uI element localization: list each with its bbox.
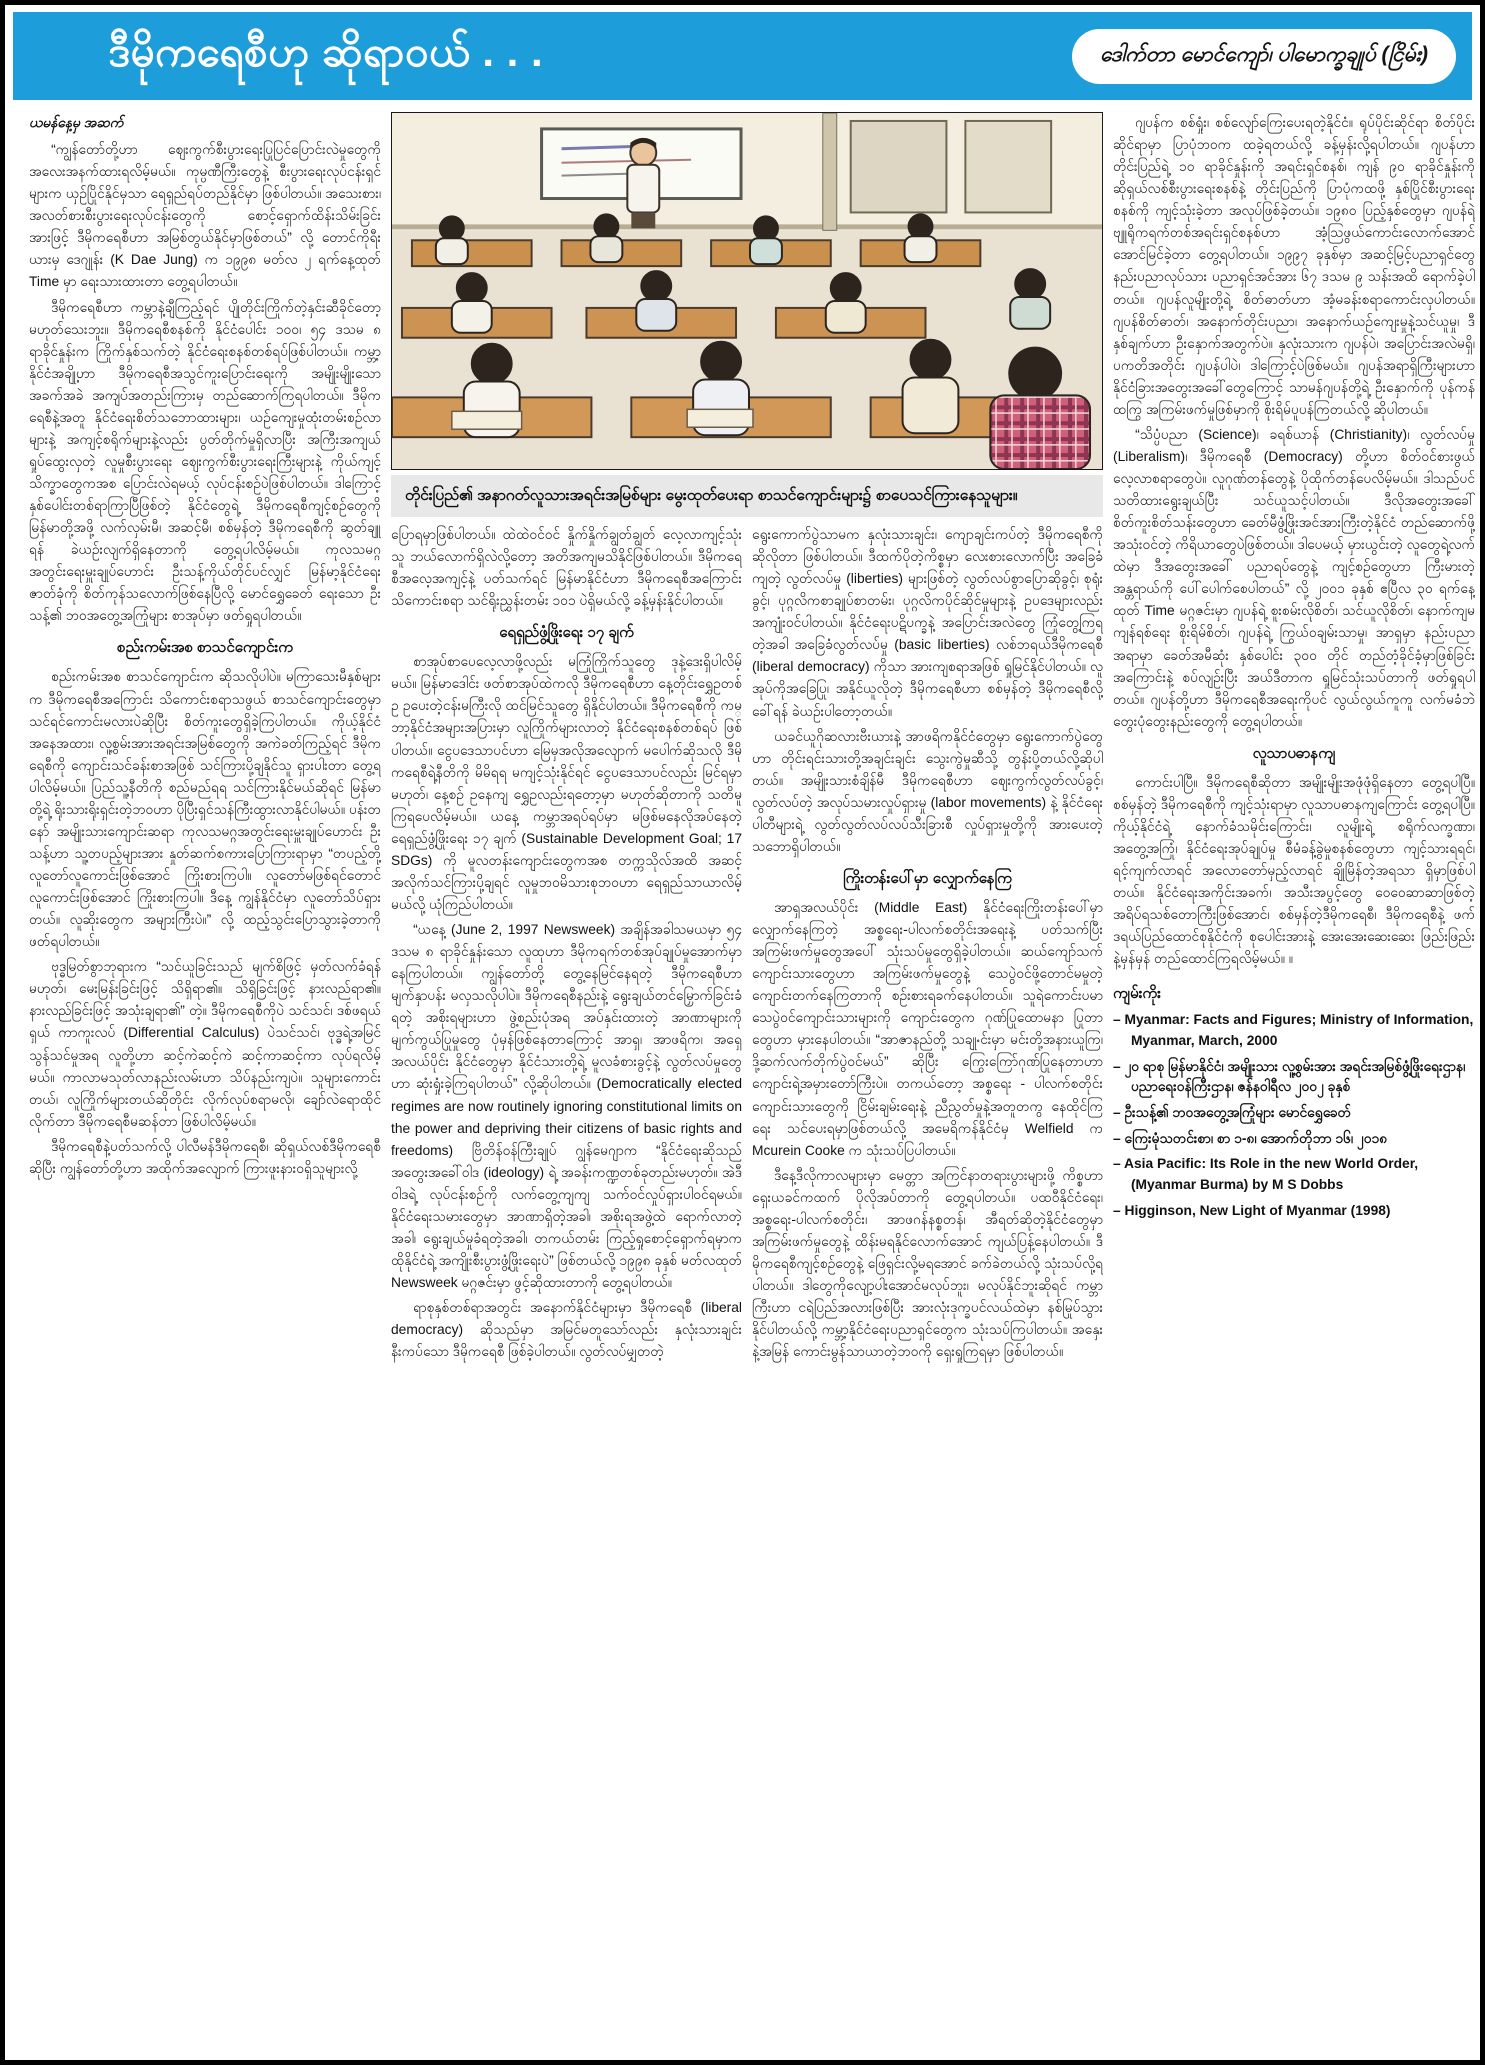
photo-caption: တိုင်းပြည်၏ အနာဂတ်လူသားအရင်းအမြစ်များ မွေးထုတ်ပေးရာ စာသင်ကျောင်းများ၌ စာပေသင်ကြားနေသူများ။ xyxy=(391,475,1103,517)
body-paragraph: ကောင်းပါပြီ။ ဒီမိုကရေစီဆိုတာ အမျိုးမျိုးအဖုံဖုံရှိနေတာ တွေ့ရပါပြီ။ စစ်မှန်တဲ့ ဒီမိုကရေစီကို ကျင့်သုံးရာမှာ လူသာပဓာနကျကြောင်း တွေ့ရပါပြီ။ ကိုယ့်နိုင်ငံရဲ့ နောက်ခံသမိုင်းကြောင်း၊ လူမျိုးရဲ့ စရိုက်လက္ခဏာ၊ အတွေ့အကြုံ၊ နိုင်ငံရေးအုပ်ချုပ်မှု စီမံခန့်ခွဲမှုစနစ်တွေဟာ ကျင့်သားရရင်၊ ရင့်ကျက်လာရင် အလောတော်မှည့်လာရင် ချိုမြိန်တဲ့အရသာ ရှိမှာဖြစ်ပါတယ်။ နိုင်ငံရေးအကိုင်းအခက်၊ အသီးအပွင့်တွေ ဝေဝေဆာဆာဖြစ်တဲ့ အရိပ်ရသစ်တောကြီးဖြစ်အောင်၊ စစ်မှန်တဲ့ဒီမိုကရေစီ၊ ဒီမိုကရေစီနဲ့ ဖက်ဒရယ်ပြည်ထောင်စုနိုင်ငံကို စုပေါင်းအားနဲ့ အေးအေးဆေးဆေး ဖြည်းဖြည်းနဲ့မှန်မှန် တည်ထောင်ကြရလိမ့်မယ်။ ။ xyxy=(1113,774,1475,967)
section-heading: ရေရှည်ဖွံ့ဖြိုးရေး ၁၇ ချက် xyxy=(499,624,634,642)
classroom-photo-illustration xyxy=(392,113,1102,469)
body-paragraph: ပြောရမှာဖြစ်ပါတယ်။ ထဲထဲဝင်ဝင် နှိုက်နှိုက်ချွတ်ချွတ် လေ့လာကျင့်သုံးသူ ဘယ်လောက်ရှိလဲလို့တော့ အတိအကျမသိနိုင်ဖြစ်ပါတယ်။ ဒီမိုကရေစီအလေ့အကျင့်နဲ့ ပတ်သက်ရင် မြန်မာနိုင်ငံဟာ ဒီမိုကရေစီအကြောင်း သိကောင်းစရာ သင်ရိုးညွှန်းတမ်း ၁၀၁ ပဲရှိမယ်လို့ ခန့်မှန်းနိုင်ပါတယ်။ xyxy=(391,527,742,609)
author-byline: ဒေါက်တာ မောင်ကျော်၊ ပါမောက္ခချုပ် (ငြိမ်း) xyxy=(1072,29,1456,84)
article-body xyxy=(5,104,1480,2037)
references-heading: ကျမ်းကိုး xyxy=(1113,985,1161,1003)
article-title: ဒီမိုကရေစီဟု ဆိုရာဝယ် . . . xyxy=(108,28,544,75)
center-columns xyxy=(391,524,1103,2023)
body-paragraph: “ကျွန်တော်တို့ဟာ ဈေးကွက်စီးပွားရေးပြုပြင်ပြောင်းလဲမှုတွေကို အလေးအနက်ထားရလိမ့်မယ်။ ကုမ္ပဏီကြီးတွေနဲ့ စီးပွားရေးလုပ်ငန်းရှင်များက ယှဉ်ပြိုင်နိုင်မှသာ ရေရှည်ရပ်တည်နိုင်မှာ ဖြစ်ပါတယ်။ အသေးစား၊ အလတ်စားစီးပွားရေးလုပ်ငန်းတွေကို စောင့်ရှောက်ထိန်းသိမ်းခြင်းအားဖြင့် ဒီမိုကရေစီဟာ အမြစ်တွယ်နိုင်မှာဖြစ်တယ်” လို့ တောင်ကိုရီးယားမှ ဒေဂျုန်း (K Dae Jung) က ၁၉၉၈ မတ်လ ၂ ရက်နေ့ထုတ် Time မှာ ရေးသားထားတာ တွေ့ရပါတယ်။ xyxy=(29,142,381,290)
body-paragraph: ဒီမိုကရေစီနဲ့ပတ်သက်လို့ ပါလီမန်ဒီမိုကရေစီ၊ ဆိုရှယ်လစ်ဒီမိုကရေစီဆိုပြီး ကျွန်တော်တို့ဟာ အထိုက်အလျောက် ကြားဖူးနားဝရှိသူများလို့ xyxy=(29,1138,381,1176)
text-column-4 xyxy=(1113,112,1475,2023)
section-heading: ကြိုးတန်းပေါ်မှာ လျှောက်နေကြ xyxy=(843,869,1012,887)
text-column-3 xyxy=(752,524,1103,2023)
reference-item: – ဦးသန့်၏ ဘဝအတွေ့အကြုံများ မောင်ရွှေခေတ် xyxy=(1113,1105,1351,1121)
classroom-photo xyxy=(391,112,1103,470)
body-paragraph: “ယနေ့ (June 2, 1997 Newsweek) အချိန်အခါသမယမှာ ၅၄ ဒသမ ၈ ရာခိုင်နှုန်းသော လူထုဟာ ဒီမိုကရက်တစ်အုပ်ချုပ်မှုအောက်မှာ နေကြပါတယ်။ ကျွန်တော်တို့ တွေ့နေမြင်နေရတဲ့ ဒီမိုကရေစီဟာ မျက်နှာပန်း မလှသလိုပါပဲ။ ဒီမိုကရေစီနည်းနဲ့ ရွေးချယ်တင်မြှောက်ခြင်းခံရတဲ့ အစိုးရများဟာ ဖွဲ့စည်းပုံအရ အပ်နှင်းထားတဲ့ အာဏာများကို မျက်ကွယ်ပြုမှုတွေ ပုံမှန်ဖြစ်နေတာကြောင့် အာရှ၊ အာဖရိက၊ အရှေ့အလယ်ပိုင်း နိုင်ငံတွေမှာ နိုင်ငံသားတို့ရဲ့ မူလခံစားခွင့်နဲ့ လွတ်လပ်မှုတွေဟာ ဆုံးရှုံးခဲ့ကြရပါတယ်” လို့ဆိုပါတယ်။ (Democratically elected regimes are now routinely ignoring constitutional limits on the power and depriving their citizens of basic rights and freedoms) ဗြိတိန်ဝန်ကြီးချုပ် ဂျွန်မေဂျာက “နိုင်ငံရေးဆိုသည် အတွေးအခေါ်ဝါဒ (ideology) ရဲ့ အခန်းကဏ္ဍတစ်ခုတည်းမဟုတ်။ အဲဒီဝါဒရဲ့ လုပ်ငန်းစဉ်ကို လက်တွေ့ကျကျ သက်ဝင်လှုပ်ရှားပါဝင်ရမယ်။ နိုင်ငံရေးသမားတွေမှာ အာဏာရှိတဲ့အခါ၊ အစိုးရအဖွဲ့ထဲ ရောက်လာတဲ့အခါ၊ ရွေးချယ်မှုခံရတဲ့အခါ၊ တကယ်တမ်း ကြည့်ရှုစောင့်ရှောက်ရမှာက ထိုနိုင်ငံရဲ့ အကျိုးစီးပွားဖွံ့ဖြိုးရေးပဲ” ဖြစ်တယ်လို့ ၁၉၉၈ ခုနှစ် မတ်လထုတ် Newsweek မဂ္ဂဇင်းမှာ ဖွင့်ဆိုထားတာကို တွေ့ရပါတယ်။ xyxy=(391,922,742,1291)
article-header xyxy=(13,12,1472,100)
body-paragraph: စာအုပ်စာပေလေ့လာဖို့လည်း မကြုံကြိုက်သူတွေ ဒုနဲ့ဒေးရှိပါလိမ့်မယ်။ မြန်မာဒေါင်း ဖတ်စာအုပ်ထဲကလို ဒီမိုကရေစီဟာ နေ့တိုင်းရွှေဥတစ်ဥ ဥပေးတဲ့ငန်းမကြီးလို ထင်မြင်သူတွေ ရှိနိုင်ပါတယ်။ ဒီမိုကရေစီကို ကမ္ဘာ့နိုင်ငံအများအပြားမှာ လူကြိုက်များလာတဲ့ နိုင်ငံရေးစနစ်တစ်ရပ် ဖြစ်ပါတယ်။ ငွေပဒေသာပင်ဟာ မြေမှအလိုအလျောက် မပေါက်ဆိုသလို ဒီမိုကရေစီရဲ့နီတိကို မိမိရရ မကျင့်သုံးနိုင်ရင် ငွေပဒေသာပင်လည်း မြင်ရမှာမဟုတ်၊ နေ့စဉ် ဥနေကျ ရွှေဥလည်းရတော့မှာ မဟုတ်ဆိုတာကို သတိမူကြရပေလိမ့်မယ်။ ယနေ့ ကမ္ဘာအရပ်ရပ်မှာ မဖြစ်မနေလိုအပ်နေတဲ့ ရေရှည်ဖွံ့ဖြိုးရေး ၁၇ ချက် (Sustainable Development Goal; 17 SDGs) ကို မူလတန်းကျောင်းတွေကအစ တက္ကသိုလ်အထိ အဆင့်အလိုက်သင်ကြားပို့ချရင် လူမှုဘဝမိသားစုဘဝဟာ ရေရှည်သာယာလိမ့်မယ်လို့ ယုံကြည်ပါတယ်။ xyxy=(391,654,742,912)
body-paragraph: ယခင်ယူဂိုဆလားဗီးယားနဲ့ အာဖရိကနိုင်ငံတွေမှာ ရွေးကောက်ပွဲတွေဟာ တိုင်းရင်းသားတို့အချင်းချင်း သွေးကွဲမှုဆီသို့ တွန်းပို့တယ်လို့ဆိုပါတယ်။ အမျိုးသားစံချိန်မီ ဒီမိုကရေစီဟာ ဈေးကွက်လွတ်လပ်ခွင့်၊ လွတ်လပ်တဲ့ အလုပ်သမားလှုပ်ရှားမှု (labor movements) နဲ့ နိုင်ငံရေးပါတီများရဲ့ လွတ်လွတ်လပ်လပ်သီးခြားစီ လှုပ်ရှားမှုတို့ကို အားပေးတဲ့သဘောရှိပါတယ်။ xyxy=(752,728,1103,854)
body-paragraph: ဗုဒ္ဓမြတ်စွာဘုရားက “သင်ယူခြင်းသည် မျက်စိဖြင့် မှတ်လက်ခံရန် မဟုတ်၊ မေးမြန်းခြင်းဖြင့် သိရှိရာ၏။ သိရှိခြင်းဖြင့် နားလည်ရာ၏။ နားလည်ခြင်းဖြင့် အသုံးချရာ၏” တဲ့။ ဒီမိုကရေစီကိုပဲ သင်သင်၊ ဒစ်ဖရယ်ရှယ် ကာကူးလပ် (Differential Calculus) ပဲသင်သင်၊ ဗုဒ္ဓရဲ့အမြင် သွန်သင်မှုအရ လူတို့ဟာ ဆင့်ကဲဆင့်ကဲ ဆင့်ကာဆင့်ကာ လုပ်ရလိမ့်မယ်။ ကာလာမသုတ်လာနည်းလမ်းဟာ သိပ်နည်းကျပဲ။ သူများကောင်းတယ်၊ လူကြိုက်များတယ်ဆိုတိုင်း လိုက်လုပ်စရာမလို၊ ချော်လဲရောထိုင်လိုက်တာ ဒီမိုကရေစီမဆန်တာ ဖြစ်ပါလိမ့်မယ်။ xyxy=(29,959,381,1129)
body-paragraph: အာရှအလယ်ပိုင်း (Middle East) နိုင်ငံရေးကြိုးတန်းပေါ်မှာ လျှောက်နေကြတဲ့ အစ္စရေး-ပါလက်စတိုင်းအရေးနဲ့ ပတ်သက်ပြီး အကြမ်းဖက်မှုတွေအပေါ် သုံးသပ်မှုတွေရှိခဲ့ပါတယ်။ ဆယ်ကျော်သက် ကျောင်းသားတွေဟာ အကြမ်းဖက်မှုတွေနဲ့ သေပွဲဝင်ဖို့တောင်မမှုတဲ့ ကျောင်းတက်နေကြတာကို စဉ်းစားရခက်နေပါတယ်။ သူရဲကောင်းပမာ သေပွဲဝင်ကျောင်းသားများကို ကျောင်းတွေက ဂုဏ်ပြုထောမနာ ပြုတာတွေဟာ မှားနေပါတယ်။ “အာဇာနည်တို့ သချုႋင်းမှာ မင်းတို့အနားယူကြ၊ ဒို့ဆက်လက်တိုက်ပွဲဝင်မယ်” ဆိုပြီး ကြွေးကြော်ဂုဏ်ပြုနေတာဟာ ကျောင်းရဲ့အမှားတော်ကြီးပဲ။ တကယ်တော့ အစ္စရေး - ပါလက်စတိုင်း ကျောင်းသားတွေကို ငြိမ်းချမ်းရေးနဲ့ ညီညွတ်မှုနဲ့အတူတကွ နေထိုင်ကြရေး သင်ပေးရမှာဖြစ်တယ်လို့ အမေရိကန်နိုင်ငံမှ Welfield က Mcurein Cooke က သုံးသပ်ပြပါတယ်။ xyxy=(752,899,1103,1158)
reference-item: – Higginson, New Light of Myanmar (1998) xyxy=(1113,1202,1391,1218)
text-column-1 xyxy=(29,112,381,2023)
section-heading: လူသာပဓာနကျ xyxy=(1252,744,1336,762)
reference-item: – Asia Pacific: Its Role in the new World Order, (Myanmar Burma) by M S Dobbs xyxy=(1113,1156,1419,1193)
body-paragraph: စည်းကမ်းအစ စာသင်ကျောင်းက ဆိုသလိုပါပဲ။ မကြာသေးမီနှစ်များက ဒီမိုကရေစီအကြောင်း သိကောင်းစရာသဖွယ် စာသင်ကျောင်းတွေမှာ သင်ရင်ကောင်းမလားပဲဆိုပြီး စိတ်ကူးတွေရှိခဲ့ကြပါတယ်။ ကိုယ့်နိုင်ငံအနေအထား၊ လူ့စွမ်းအားအရင်းအမြစ်တွေကို အကဲခတ်ကြည့်ရင် ဒီမိုကရေစီကို ကျောင်းသင်ခန်းစာအဖြစ် သင်ကြားပို့ချနိုင်သူ ရှားပါးတာ တွေ့ရပါလိမ့်မယ်။ ပြည်သူ့နီတိကို စည်မည်ရရ သင်ကြားနိုင်မယ်ဆိုရင် မြန်မာတို့ရဲ့ ရိုးသားရိုးရှင်းတဲ့ဘဝဟာ ပိုပြီးရှင်သန်ကြီးထွားလာနိုင်ပါမယ်။ ပန်းတနော် အမျိုးသားကျောင်းဆရာ ကုလသမဂ္ဂအတွင်းရေးမှူးချုပ်ဟောင်း ဦးသန့်ဟာ သူ့တပည့်များအား နှုတ်ဆက်စကားပြောကြားရာမှာ “တပည့်တို့ လူတော်လူကောင်းဖြစ်အောင် ကြိုးစားကြပါ။ လူတော်မဖြစ်ရင်တောင် လူကောင်းဖြစ်အောင် ကြိုးစားကြပါ။ ဒီနေ့ ကျွန်နိုင်ငံမှာ လူတော်သိပ်ရှားတယ်။ လူဆိုးတွေက အများကြီးပဲ။” လို့ ထည့်သွင်းပြောသွားခဲ့တာကို ဖတ်ရပါတယ်။ xyxy=(29,669,381,950)
body-paragraph: ရာစုနှစ်တစ်ရာအတွင်း အနောက်နိုင်ငံများမှာ ဒီမိုကရေစီ (liberal democracy) ဆိုသည်မှာ အမြင်မတူသော်လည်း နှလုံးသားချင်း နီးကပ်သော ဒီမိုကရေစီ ဖြစ်ခဲ့ပါတယ်။ လွတ်လပ်မျှတတဲ့ xyxy=(391,1300,742,1360)
continuation-kicker: ယမန်နေ့မှ အဆက် xyxy=(29,115,124,130)
body-paragraph: ရွေးကောက်ပွဲသာမက နှလုံးသားချင်း၊ ကျောချင်းကပ်တဲ့ ဒီမိုကရေစီကိုဆိုလိုတာ ဖြစ်ပါတယ်။ ဒီထက်ပိုတဲ့ကိစ္စမှာ လေးစားလောက်ပြီး အခြေခံကျတဲ့ လွတ်လပ်မှု (liberties) များဖြစ်တဲ့ လွတ်လပ်စွာပြောဆိုခွင့်၊ စုရုံးခွင့်၊ ပုဂ္ဂလိကစာချုပ်စာတမ်း၊ ပုဂ္ဂလိကပိုင်ဆိုင်မှုများနဲ့ ဥပဒေများလည်း အကျုံးဝင်ပါတယ်။ နိုင်ငံရေးပဋိပက္ခနဲ့ အပြောင်းအလဲတွေ ကြုံတွေ့ကြရတဲ့အခါ အခြေခံလွတ်လပ်မှု (basic liberties) လစ်ဘရယ်ဒီမိုကရေစီ (liberal democracy) ကိုသာ အားကျစရာအဖြစ် ရှုမြင်နိုင်ပါတယ်။ လူအုပ်ကိုအခြေပြု၊ အနိုင်ယူလိုတဲ့ ဒီမိုကရေစီဟာ စစ်မှန်တဲ့ ဒီမိုကရေစီလို့ခေါ်ရန် ခဲယဉ်းပါတော့တယ်။ xyxy=(752,527,1103,719)
body-paragraph: ဒီမိုကရေစီဟာ ကမ္ဘာနဲ့ချီကြည့်ရင် ပျိုတိုင်းကြိုက်တဲ့နှင်းဆီခိုင်တော့ မဟုတ်သေးဘူး။ ဒီမိုကရေစီစနစ်ကို နိုင်ငံပေါင်း ၁၀၀၊ ၅၄ ဒသမ ၈ ရာခိုင်နှုန်းက ကြိုက်နှစ်သက်တဲ့ နိုင်ငံရေးစနစ်တစ်ရပ်ဖြစ်ပါတယ်။ ကမ္ဘာ့နိုင်ငံအချို့ဟာ ဒီမိုကရေစီအသွင်ကူးပြောင်းရေးကို အမျိုးမျိုးသော အခက်အခဲ အကျပ်အတည်းကြားမှ တည်ဆောက်ကြရပါတယ်။ ဒီမိုကရေစီနဲ့အတူ နိုင်ငံရေးစိတ်သဘောထားများ၊ ယဉ်ကျေးမှုထုံးတမ်းစဉ်လာများနဲ့ အကျင့်စရိုက်များနဲ့လည်း ပွတ်တိုက်မှုရှိလာပြီး အကြီးအကျယ်ရှုပ်ထွေးလှတဲ့ လူမှုစီးပွားရေး ဈေးကွက်စီးပွားရေးကြီးများနဲ့ ကိုယ်ကျင့်သိက္ခာတွေကအစ ပြောင်းလဲရမယ့် လုပ်ငန်းစဉ်ပဲဖြစ်ပါတယ်။ ဒါကြောင့် နှစ်ပေါင်းတစ်ရာကြာပြီဖြစ်တဲ့ နိုင်ငံတွေရဲ့ ဒီမိုကရေစီကျင့်စဉ်တွေကို မြန်မာတို့အဖို့ လက်လှမ်းမီ၊ အဆင့်မီ၊ စစ်မှန်တဲ့ ဒီမိုကရေစီကို ဆွတ်ချူရန် ခဲယဉ်းလျက်ရှိနေတာကို တွေ့ရပါလိမ့်မယ်။ ကုလသမဂ္ဂ အတွင်းရေးမှူးချုပ်ဟောင်း ဦးသန့်ကိုယ်တိုင်ပင်လျှင် မြန်မာ့နိုင်ငံရေး ဇာတ်ခုံကို စိတ်ကုန်သလောက်ဖြစ်နေပြီလို့ မောင်ရွှေခေတ် ရေးသော ဦးသန့်၏ ဘဝအတွေ့အကြုံများ စာအုပ်မှာ ဖတ်ရှုရပါတယ်။ xyxy=(29,299,381,624)
body-paragraph: “သိပ္ပံပညာ (Science)၊ ခရစ်ယာန် (Christianity)၊ လွတ်လပ်မှု (Liberalism)၊ ဒီမိုကရေစီ (Democracy) တို့ဟာ စိတ်ဝင်စားဖွယ် လေ့လာစရာတွေပဲ။ လူဂုဏ်တန်တွေနဲ့ ပိုထိုက်တန်ပေလိမ့်မယ်။ ဒါသည်ပင် သတိထားရွေးချယ်ပြီး သင်ယူသင့်ပါတယ်။ ဒီလိုအတွေးအခေါ် စိတ်ကူးစိတ်သန်းတွေဟာ ခေတ်မီဖွံ့ဖြိုးအင်အားကြီးတဲ့နိုင်ငံ တည်ဆောက်ဖို့ အသုံးဝင်တဲ့ ကိရိယာတွေပဲဖြစ်တယ်။ ဒါပေမယ့် မှားယွင်းတဲ့ လူတွေရဲ့လက်ထဲမှာ ဒီအတွေးအခေါ် ပညာရပ်တွေနဲ့ ကျင့်စဉ်တွေဟာ ကြီးမားတဲ့ အန္တရာယ်ကို ပေါ်ပေါက်စေပါတယ်” လို့ ၂၀၀၁ ခုနှစ် ဧပြီလ ၃၀ ရက်နေ့ထုတ် Time မဂ္ဂဇင်းမှာ ဂျပန်ရဲ့ စူးစမ်းလိုစိတ်၊ သင်ယူလိုစိတ်၊ နောက်ကျမကျန်ရစ်ရေး စိုးရိမ်စိတ်၊ ဂျပန်ရဲ့ ကြွယ်ဝချမ်းသာမှု၊ အာရှမှာ နည်းပညာအရာမှာ ခေတ်အမီဆုံး နှစ်ပေါင်း ၃၀၀ တိုင် တည်တံ့ခိုင်ခံ့မှာဖြစ်ခြင်းအကြောင်းနဲ့ စပ်လျဉ်းပြီး အယ်ဒီတာက ရှုမြင်သုံးသပ်တာကို ဖတ်ရှုရပါတယ်။ ဂျပန်တို့ဟာ ဒီမိုကရေစီအရေးကိုပင် လွယ်လွယ်ကူကူ လက်မခံဘဲ တွေးပုံတွေးနည်းတွေကို တွေ့ရပါတယ်။ xyxy=(1113,426,1475,729)
center-section xyxy=(391,112,1103,2023)
reference-item: – ၂၀ ရာစု မြန်မာနိုင်ငံ၊ အမျိုးသား လူ့စွမ်းအား အရင်းအမြစ်ဖွံ့ဖြိုးရေးဌာန၊ ပညာရေးဝန်ကြီးဌာန၊ ဇန်နဝါရီလ ၂၀၀၂ ခုနှစ် xyxy=(1113,1058,1466,1095)
section-heading: စည်းကမ်းအစ စာသင်ကျောင်းက xyxy=(117,639,293,657)
body-paragraph: ဒီနေ့ဒီလိုကာလများမှာ မေတ္တာ အကြင်နာတရားပွားများဖို့ ကိစ္စဟာ ရှေးယခင်ကထက် ပိုလိုအပ်တာကို တွေ့ရပါတယ်။ ပထဝီနိုင်ငံရေး၊ အစ္စရေး-ပါလက်စတိုင်း၊ အာဖဂန်နစ္စတန်၊ အီရတ်ဆိုတဲ့နိုင်ငံတွေမှာ အကြမ်းဖက်မှုတွေနဲ့ ထိန်းမရနိုင်လောက်အောင် ကျယ်ပြန့်နေပါတယ်။ ဒီမိုကရေစီကျင့်စဉ်တွေနဲ့ ဖြေရှင်းလို့မရအောင် ခက်ခဲတယ်လို့ သုံးသပ်လို့ရပါတယ်။ ဒါတွေကိုလျော့ပါးအောင်မလုပ်ဘူး၊ မလုပ်နိုင်ဘူးဆိုရင် ကမ္ဘာကြီးဟာ ငရဲပြည်အလားဖြစ်ပြီး အားလုံးဒုက္ခပင်လယ်ထဲမှာ နစ်မြုပ်သွားနိုင်ပါတယ်လို့ ကမ္ဘာ့နိုင်ငံရေးပညာရှင်တွေက သုံးသပ်ကြပါတယ်။ အနှေးနဲ့အမြန် ကောင်းမွန်သာယာတဲ့ဘဝကို ရှေးရှုကြရမှာ ဖြစ်ပါတယ်။ xyxy=(752,1167,1103,1360)
reference-item: – Myanmar: Facts and Figures; Ministry of Information, Myanmar, March, 2000 xyxy=(1113,1012,1474,1048)
text-column-2 xyxy=(391,524,742,2023)
body-paragraph: ဂျပန်က စစ်ရှုံး၊ စစ်လျော်ကြေးပေးရတဲ့နိုင်ငံ။ ရုပ်ပိုင်းဆိုင်ရာ စိတ်ပိုင်းဆိုင်ရာမှာ ပြာပုံဘဝက ထခဲ့ရတယ်လို့ ခန့်မှန်းလို့ရပါတယ်။ ဂျပန်ဟာ တိုင်းပြည်ရဲ့ ၁၀ ရာခိုင်နှုန်းကို အရင်းရှင်စနစ်၊ ကျန် ၉၀ ရာခိုင်နှုန်းကို ဆိုရှယ်လစ်စီးပွားရေးစနစ်နဲ့ တိုင်းပြည်ကို ပြာပုံကထဖို့ နှစ်ပြိုင်စီးပွားရေးစနစ်ကို ကျင့်သုံးခဲ့တာ အလုပ်ဖြစ်ခဲ့တယ်။ ၁၉၈၀ ပြည့်နှစ်တွေမှာ ဂျပန်ရဲ့ ဗျူရိုကရက်တစ်အရင်းရှင်စနစ်ဟာ အံ့သြဖွယ်ကောင်းလောက်အောင် အောင်မြင်ခဲ့တာ တွေ့ရပါတယ်။ ၁၉၉၇ ခုနှစ်မှာ အဆင့်မြင့်ပညာရှင်တွေ နည်းပညာလုပ်သား ပညာရှင်အင်အား ၆၇ ဒသမ ၉ သန်းအထိ ရောက်ခဲ့ပါတယ်။ ဂျပန်လူမျိုးတို့ရဲ့ စိတ်ဓာတ်ဟာ အံ့မခန်းစရာကောင်းလှပါတယ်။ ဂျပန်စိတ်ဓာတ်၊ အနောက်တိုင်းပညာ၊ အနောက်ယဉ်ကျေးမှုနဲ့သင်ယူမှု၊ ဒီနှစ်ချက်ဟာ ဦးနှောက်အတွက်ပဲ။ နှလုံးသားက ဂျပန်ပဲ၊ အပြောင်းအလဲမရှိ၊ ပကတိအတိုင်း ဂျပန်ပါပဲ၊ ဒါကြောင့်ပဲဖြစ်မယ်။ ဂျပန်အရာရှိကြီးများဟာ နိုင်ငံခြားအတွေးအခေါ်တွေကြောင့် သာမန်ဂျပန်တို့ရဲ့ ဦးနှောက်ကို ပုန်ကန်ထကြွ အကြမ်းဖက်မှုဖြစ်မှာကို စိုးရိမ်ပူပန်ကြတယ်လို့ ဆိုပါတယ်။ xyxy=(1113,115,1475,417)
reference-item: – ကြေးမုံသတင်းစာ၊ စာ ၁-၈၊ အောက်တိုဘာ ၁၆၊ ၂၀၁၈ xyxy=(1113,1130,1388,1146)
